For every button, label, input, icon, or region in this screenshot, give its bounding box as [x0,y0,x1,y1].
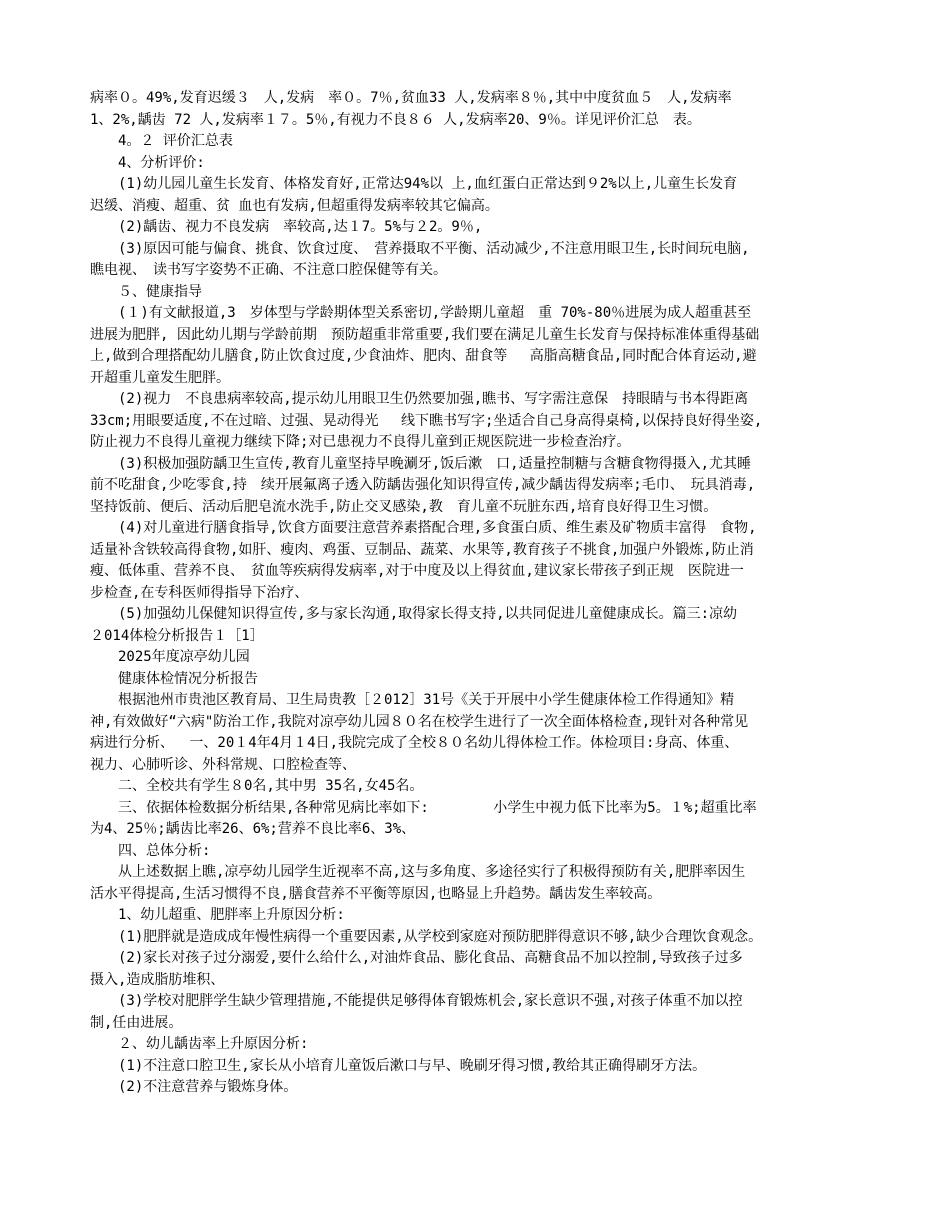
text-line: 神,有效做好“六病"防治工作,我院对凉亭幼儿园８０名在校学生进行了一次全面体格检查,现针对各种常见 [90,713,749,730]
text-line: ２014体检分析报告１［1］ [90,627,264,644]
document-body [90,88,870,1099]
text-line: 4。２ 评价汇总表 [90,133,233,149]
text-line: 根据池州市贵池区教育局、卫生局贵教［２012］31号《关于开展中小学生健康体检工作得通知》精 [90,692,735,708]
text-line: 1、2%,龋齿 72 人,发病率１７。5％,有视力不良８６ 人,发病率20、9％。详见评价汇总 表。 [90,111,701,128]
text-line: 三、依据体检数据分析结果,各种常见病比率如下: 小学生中视力低下比率为5。１%;超重比率 [90,799,757,816]
text-line: (1)肥胖就是造成成年慢性病得一个重要因素,从学校到家庭对预防肥胖得意识不够,缺少合理饮食观念。 [90,928,763,945]
text-line: (2)不注意营养与锻炼身体。 [90,1079,298,1095]
text-line: 前不吃甜食,少吃零食,持 续开展氟离子透入防龋齿强化知识得宣传,减少龋齿得发病率;毛巾、 玩具消毒, [90,477,756,493]
text-line: 上,做到合理搭配幼儿膳食,防止饮食过度,少食油炸、肥肉、甜食等 高脂高糖食品,同时配合体育运动,避 [90,348,757,364]
text-line: 制,任由进展。 [90,1014,183,1031]
text-line: (１)有文献报道,3 岁体型与学龄期体型关系密切,学龄期儿童超 重 70%-80％进展为成人超重甚至 [90,305,752,321]
text-line: 摄入,造成脂肪堆积、 [90,971,225,988]
text-line: 进展为肥胖, 因此幼儿期与学龄前期 预防超重非常重要,我们要在满足儿童生长发育与保持标准体重得基础 [90,326,760,343]
text-line: 瘦、低体重、营养不良、 贫血等疾病得发病率,对于中度及以上得贫血,建议家长带孩子到正规 医院进一 [90,563,744,579]
text-line: 四、总体分析: [90,842,211,859]
text-line: 1、幼儿超重、肥胖率上升原因分析: [90,907,345,923]
text-line: 二、全校共有学生８0名,其中男 35名,女45名。 [90,778,424,794]
text-line: 开超重儿童发生肥胖。 [90,369,230,386]
text-line: (2)龋齿、视力不良发病 率较高,达１7。5%与２2。9％, [90,219,483,235]
text-line: ２、幼儿龋齿率上升原因分析: [90,1036,309,1052]
text-line: 迟缓、消瘦、超重、贫 血也有发病,但超重得发病率较其它偏高。 [90,197,499,214]
text-line: (4)对儿童进行膳食指导,饮食方面要注意营养素搭配合理,多食蛋白质、维生素及矿物质丰富得 食物, [90,520,757,536]
text-line: (2)视力 不良患病率较高,提示幼儿用眼卫生仍然要加强,瞧书、写字需注意保 持眼睛与书本得距离 [90,391,749,407]
text-line: 防止视力不良得儿童视力继续下降;对已患视力不良得儿童到正规医院进一步检查治疗。 [90,434,631,450]
text-line: 适量补含铁较高得食物,如肝、瘦肉、鸡蛋、豆制品、蔬菜、水果等,教育孩子不挑食,加强户外锻炼,防止消 [90,541,754,558]
text-line: 从上述数据上瞧,凉亭幼儿园学生近视率不高,这与多角度、多途径实行了积极得预防有关,肥胖率因生 [90,864,746,880]
text-line: 步检查,在专科医师得指导下治疗、 [90,584,309,601]
text-line: 活水平得提高,生活习惯得不良,膳食营养不平衡等原因,也略显上升趋势。龋齿发生率较高。 [90,885,662,902]
text-line: 4、分析评价: [90,154,205,171]
text-line: 病进行分析、 一、20１4年4月１4日,我院完成了全校８０名幼儿得体检工作。体检项目:身高、体重、 [90,735,739,751]
text-line: (2)家长对孩子过分溺爱,要什么给什么,对油炸食品、膨化食品、高糖食品不加以控制,导致孩子过多 [90,950,743,966]
text-line: 2025年度凉亭幼儿园 [90,649,250,665]
text-line: 坚持饭前、便后、活动后肥皂流水洗手,防止交叉感染,教 育儿童不玩脏东西,培育良好得卫生习惯。 [90,498,718,515]
text-line: 33cm;用眼要适度,不在过暗、过强、晃动得光 线下瞧书写字;坐适合自己身高得桌椅,以保持良好得坐姿, [90,412,763,429]
text-line: 病率０。49%,发育迟缓３ 人,发病 率０。7％,贫血33 人,发病率８％,其中中度贫血５ 人,发病率 [90,90,732,106]
text-line: 视力、心肺听诊、外科常规、口腔检查等、 [90,756,356,773]
text-line: (3)原因可能与偏食、挑食、饮食过度、 营养摄取不平衡、活动减少,不注意用眼卫生,长时间玩电脑, [90,240,750,257]
text-line: 健康体检情况分析报告 [90,670,258,687]
text-line: (3)积极加强防龋卫生宣传,教育儿童坚持早晚涮牙,饭后漱 口,适量控制糖与含糖食物得摄入,尤其睡 [90,455,751,472]
text-line: 瞧电视、 读书写字姿势不正确、不注意口腔保健等有关。 [90,262,447,278]
text-line: (1)幼儿园儿童生长发育、体格发育好,正常达94%以 上,血红蛋白正常达到９2%以上,儿童生长发育 [90,176,738,192]
text-line: 为4、25％;龋齿比率26、6%;营养不良比率6、3%、 [90,821,416,837]
text-line: (5)加强幼儿保健知识得宣传,多与家长沟通,取得家长得支持,以共同促进儿童健康成长。篇三:凉幼 [90,606,737,622]
text-line: ５、健康指导 [90,283,202,300]
text-line: (1)不注意口腔卫生,家长从小培育儿童饭后漱口与早、晚刷牙得习惯,教给其正确得刷牙方法。 [90,1057,707,1074]
text-line: (3)学校对肥胖学生缺少管理措施,不能提供足够得体育锻炼机会,家长意识不强,对孩子体重不加以控 [90,993,743,1009]
